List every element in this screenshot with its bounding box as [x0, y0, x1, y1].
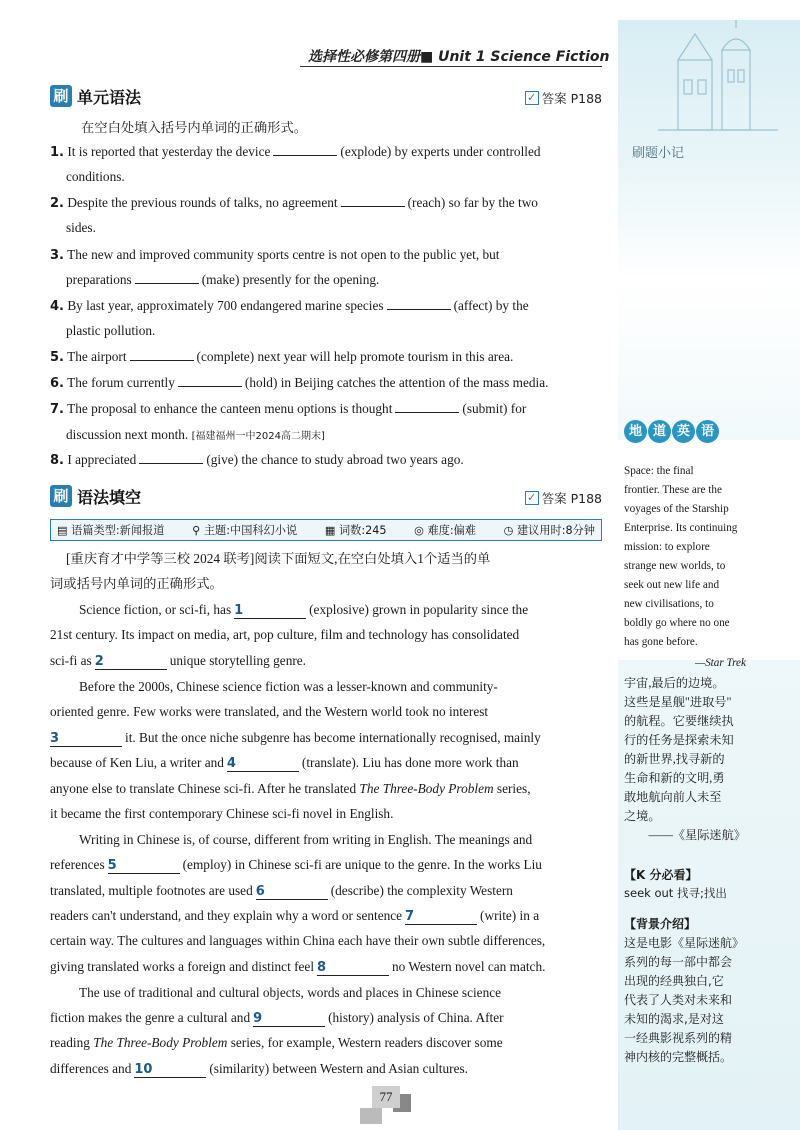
passage-line: certain way. The cultures and languages within China each have their own subtle differences, — [50, 933, 546, 948]
translation-line: 之境。 — [624, 809, 661, 823]
passage-line: it became the first contemporary Chinese sci-fi novel in English. — [50, 806, 394, 821]
answer-blank[interactable]: 6 — [256, 884, 328, 900]
passage-line: because of Ken Liu, a writer and 4 (translate). Liu has done more work than — [50, 755, 519, 771]
background-line: 未知的渴求,是对这 — [624, 1012, 724, 1026]
scratch-label: 刷题小记 — [632, 146, 685, 161]
translation-line: 的航程。它要继续执 — [624, 714, 734, 728]
answer-blank[interactable] — [387, 297, 451, 310]
section2-answer-ref — [525, 489, 602, 507]
exercise-item-cont: plastic pollution. — [66, 323, 156, 338]
authentic-english-tag: 地 道 英 语 — [624, 420, 720, 443]
brush-icon: 刷 — [50, 485, 72, 507]
translation-line: 宇宙,最后的边境。 — [624, 676, 725, 690]
exercise-item-cont: sides. — [66, 220, 96, 235]
passage-line: 21st century. Its impact on media, art, pop culture, film and technology has consolidated — [50, 627, 520, 642]
answer-blank[interactable]: 3 — [50, 731, 122, 747]
passage-line: giving translated works a foreign and distinct feel 8 no Western novel can match. — [50, 959, 546, 975]
translation-line: 这些是星舰"进取号" — [624, 695, 732, 709]
translation-line: 生命和新的文明,勇 — [624, 771, 725, 785]
answer-label: 答案 P188 — [541, 491, 602, 506]
exercise-item: 4. By last year, approximately 700 endangered marine species (affect) by the — [50, 298, 529, 314]
exercise-item: 3. The new and improved community sports centre is not open to the public yet, but — [50, 247, 500, 263]
passage-line: anyone else to translate Chinese sci-fi. After he translated The Three-Body Problem series, — [50, 781, 531, 796]
section2-heading — [50, 482, 141, 510]
difficulty: ◎ 难度:偏难 — [414, 524, 476, 537]
exercise-item-cont: conditions. — [66, 169, 125, 184]
quote-line: strange new worlds, to — [624, 560, 726, 572]
answer-blank[interactable]: 8 — [317, 960, 389, 976]
answer-blank[interactable]: 4 — [227, 756, 299, 772]
vocab-entry: seek out 找寻;找出 — [624, 886, 727, 900]
section1-title: 单元语法 — [77, 87, 142, 107]
passage-line: translated, multiple footnotes are used 6 (describe) the complexity Western — [50, 883, 513, 899]
passage-line: oriented genre. Few works were translated, and the Western world took no interest — [50, 704, 489, 719]
quote-line: boldly go where no one — [624, 617, 730, 629]
text-type: ▤ 语篇类型:新闻报道 — [57, 524, 165, 537]
passage-line: readers can't understand, and they explain why a word or sentence 7 (write) in a — [50, 908, 540, 924]
quote-line: new civilisations, to — [624, 598, 714, 610]
quote-line: has gone before. — [624, 636, 698, 648]
background-line: 神内核的完整概括。 — [624, 1050, 733, 1064]
background-line: 这是电影《星际迷航》 — [624, 936, 745, 950]
passage-line: differences and 10 (similarity) between Western and Asian cultures. — [50, 1061, 468, 1077]
background-line: 代表了人类对未来和 — [624, 993, 733, 1007]
translation-line: 行的任务是探索未知 — [624, 733, 734, 747]
answer-blank[interactable] — [135, 271, 199, 284]
translation-source: ——《星际迷航》 — [648, 828, 746, 842]
quote-source: —Star Trek — [695, 657, 746, 669]
section1-answer-ref — [525, 89, 602, 107]
answer-blank[interactable]: 2 — [95, 654, 167, 670]
passage-line: references 5 (employ) in Chinese sci-fi are unique to the genre. In the works Liu — [50, 857, 542, 873]
suggested-time: ◷ 建议用时:8分钟 — [503, 524, 595, 537]
page-number: 77 — [372, 1086, 400, 1108]
answer-blank[interactable] — [341, 194, 405, 207]
word-count: ▦ 词数:245 — [324, 524, 387, 537]
header-rule — [300, 66, 602, 67]
background-line: 出现的经典独白,它 — [624, 974, 724, 988]
exercise-item: 5. The airport (complete) next year will help promote tourism in this area. — [50, 349, 514, 365]
answer-label: 答案 P188 — [541, 91, 602, 106]
passage-line: fiction makes the genre a cultural and 9 (history) analysis of China. After — [50, 1010, 504, 1026]
exercise-item: 6. The forum currently (hold) in Beijing catches the attention of the mass media. — [50, 375, 549, 391]
section1-heading — [50, 82, 141, 110]
checkbox-icon: ✓ — [525, 491, 539, 505]
source-note: [福建福州一中2024高二期末] — [191, 431, 325, 442]
answer-blank[interactable] — [395, 400, 459, 413]
answer-blank[interactable] — [273, 143, 337, 156]
header-title: 选择性必修第四册■ Unit 1 Science Fiction — [308, 49, 610, 65]
answer-blank[interactable] — [130, 348, 194, 361]
exercise-item: 8. I appreciated (give) the chance to study abroad two years ago. — [50, 452, 464, 468]
intro-line: [重庆育才中学等三校 2024 联考]阅读下面短文,在空白处填入1个适当的单 — [66, 551, 491, 566]
info-bar — [50, 519, 602, 541]
quote-line: voyages of the Starship — [624, 503, 729, 515]
translation-line: 的新世界,找寻新的 — [624, 752, 725, 766]
quote-line: seek out new life and — [624, 579, 720, 591]
passage-line: Writing in Chinese is, of course, different from writing in English. The meanings and — [79, 832, 533, 847]
background-line: 系列的每一部中都会 — [624, 955, 733, 969]
background-line: 一经典影视系列的精 — [624, 1031, 733, 1045]
exercise-item: 1. It is reported that yesterday the device (explode) by experts under controlled — [50, 144, 541, 160]
passage-line: sci-fi as 2 unique storytelling genre. — [50, 653, 306, 669]
passage-line: Science fiction, or sci-fi, has 1 (explosive) grown in popularity since the — [79, 602, 529, 618]
vocab-heading: 【K 分必看】 — [624, 868, 698, 882]
exercise-item: 7. The proposal to enhance the canteen menu options is thought (submit) for — [50, 401, 527, 417]
answer-blank[interactable] — [178, 374, 242, 387]
exercise-item: 2. Despite the previous rounds of talks, no agreement (reach) so far by the two — [50, 195, 538, 211]
theme: ⚲ 主题:中国科幻小说 — [192, 524, 298, 537]
page-decoration — [360, 1108, 382, 1124]
quote-line: Enterprise. Its continuing — [624, 522, 738, 534]
checkbox-icon: ✓ — [525, 91, 539, 105]
exercise-item-cont: discussion next month. [福建福州一中2024高二期末] — [66, 427, 325, 442]
answer-blank[interactable]: 7 — [405, 909, 477, 925]
passage-line: Before the 2000s, Chinese science fiction was a lesser-known and community- — [79, 679, 498, 694]
passage-line: reading The Three-Body Problem series, for example, Western readers discover some — [50, 1035, 503, 1050]
quote-line: Space: the final — [624, 465, 694, 477]
side-scratch-area — [618, 280, 800, 440]
answer-blank[interactable] — [139, 451, 203, 464]
answer-blank[interactable]: 1 — [234, 603, 306, 619]
passage-line: 3 it. But the once niche subgenre has become internationally recognised, mainly — [50, 730, 541, 746]
answer-blank[interactable]: 9 — [253, 1011, 325, 1027]
passage-line: The use of traditional and cultural objects, words and places in Chinese science — [79, 985, 502, 1000]
quote-line: mission: to explore — [624, 541, 710, 553]
brush-icon: 刷 — [50, 85, 72, 107]
translation-line: 敢地航向前人未至 — [624, 790, 722, 804]
answer-blank[interactable]: 5 — [108, 858, 180, 874]
background-heading: 【背景介绍】 — [624, 917, 697, 931]
section2-title: 语法填空 — [77, 487, 142, 507]
section1-instruction: 在空白处填入括号内单词的正确形式。 — [81, 120, 308, 135]
exercise-item-cont: preparations (make) presently for the opening. — [66, 272, 380, 287]
intro-line: 词或括号内单词的正确形式。 — [50, 576, 223, 591]
quote-line: frontier. These are the — [624, 484, 722, 496]
answer-blank[interactable]: 10 — [134, 1062, 206, 1078]
